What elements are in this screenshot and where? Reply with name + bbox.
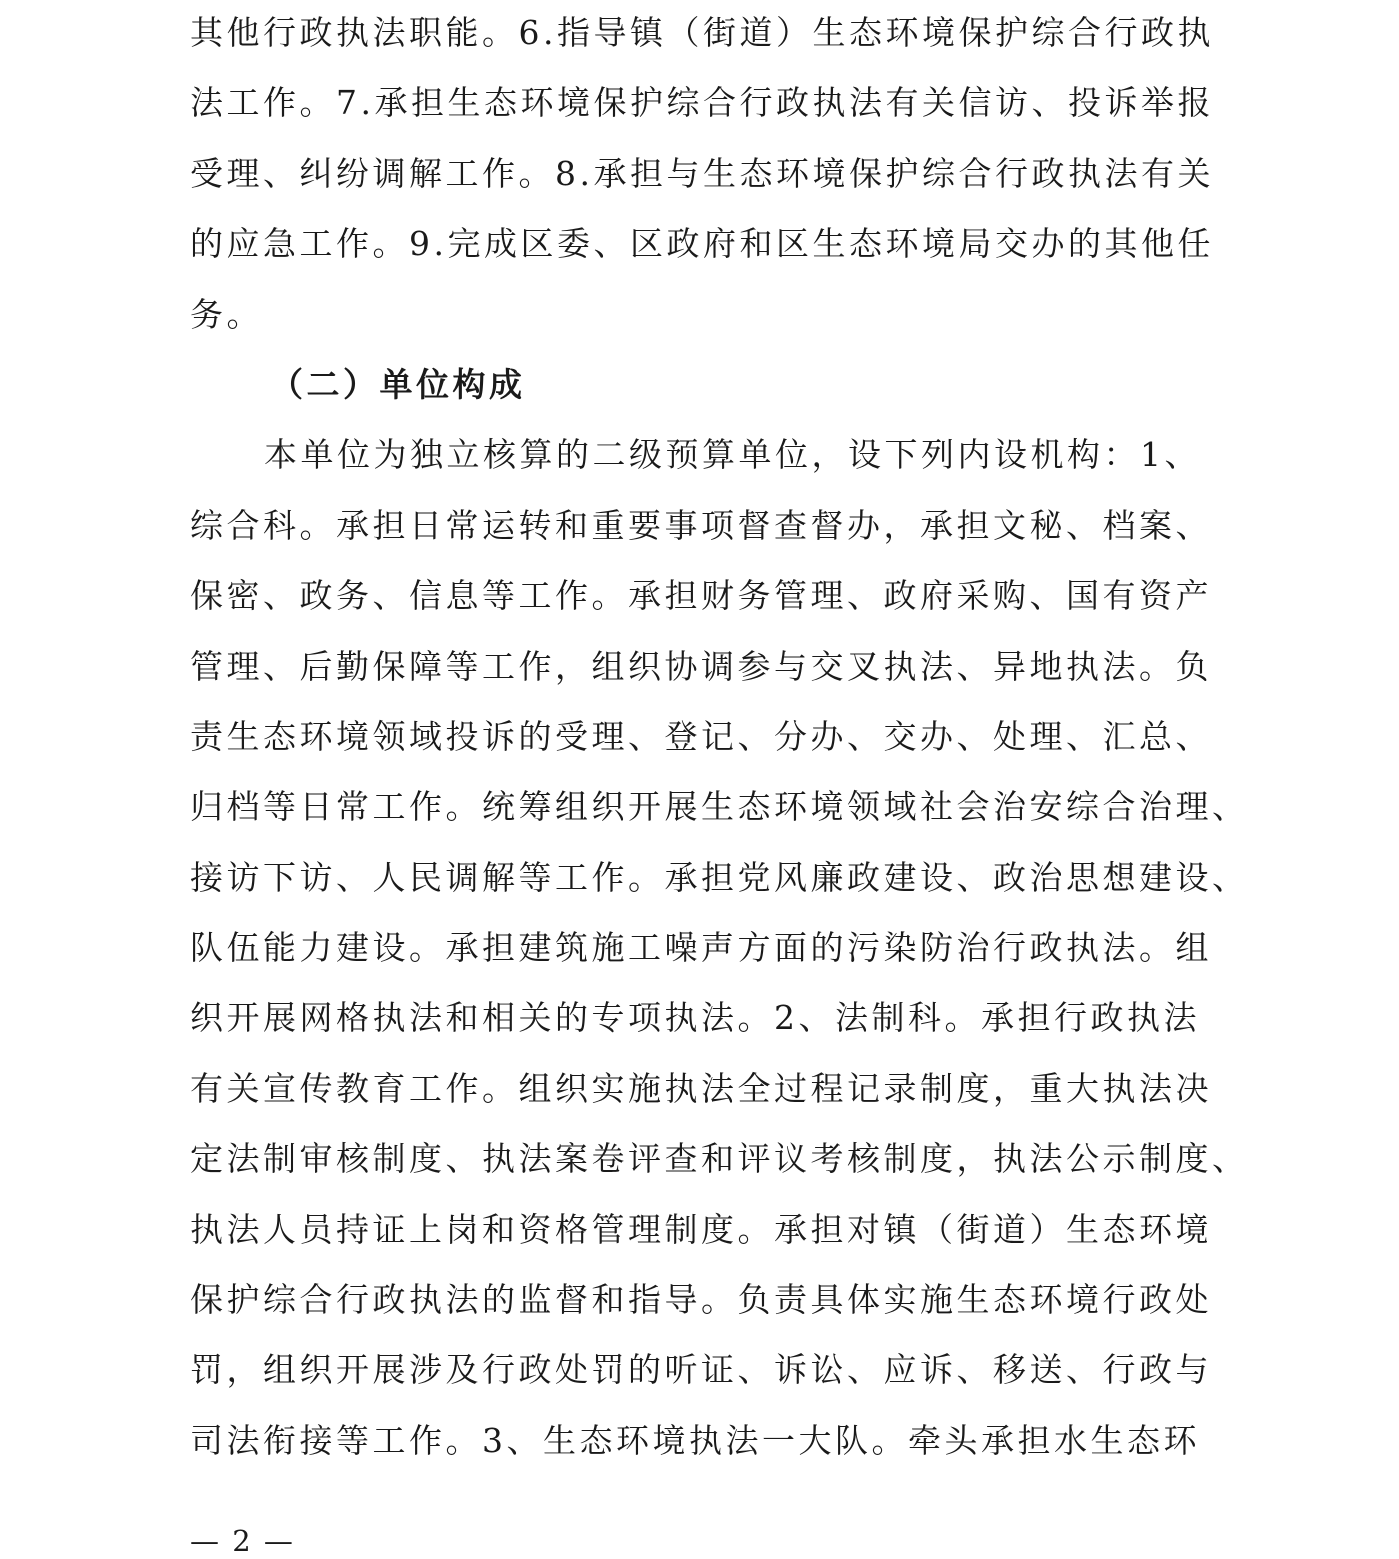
text-line: 队伍能力建设。承担建筑施工噪声方面的污染防治行政执法。组 [190, 928, 1212, 968]
text-line: 法工作。7.承担生态环境保护综合行政执法有关信访、投诉举报 [190, 83, 1214, 123]
text-line: 管理、后勤保障等工作，组织协调参与交叉执法、异地执法。负 [190, 646, 1212, 686]
text-line: 保护综合行政执法的监督和指导。负责具体实施生态环境行政处 [190, 1280, 1212, 1320]
text-line: 接访下访、人民调解等工作。承担党风廉政建设、政治思想建设、 [190, 857, 1249, 897]
body-text [190, 0, 1250, 1476]
text-line: 务。 [190, 294, 263, 334]
text-line: 执法人员持证上岗和资格管理制度。承担对镇（街道）生态环境 [190, 1209, 1212, 1249]
text-line: 司法衔接等工作。3、生态环境执法一大队。牵头承担水生态环 [190, 1420, 1200, 1460]
text-line: 有关宣传教育工作。组织实施执法全过程记录制度，重大执法决 [190, 1068, 1212, 1108]
text-line: 受理、纠纷调解工作。8.承担与生态环境保护综合行政执法有关 [190, 153, 1214, 193]
page-number: — 2 — [190, 1524, 295, 1558]
text-line: 织开展网格执法和相关的专项执法。2、法制科。承担行政执法 [190, 998, 1200, 1038]
paragraph-first-line: 本单位为独立核算的二级预算单位，设下列内设机构：1、 [264, 435, 1201, 475]
section-heading: （二）单位构成 [270, 364, 526, 404]
text-line: 定法制审核制度、执法案卷评查和评议考核制度，执法公示制度、 [190, 1139, 1249, 1179]
text-line: 罚，组织开展涉及行政处罚的听证、诉讼、应诉、移送、行政与 [190, 1350, 1212, 1390]
text-line: 保密、政务、信息等工作。承担财务管理、政府采购、国有资产 [190, 576, 1212, 616]
text-line: 责生态环境领域投诉的受理、登记、分办、交办、处理、汇总、 [190, 716, 1212, 756]
text-line: 归档等日常工作。统筹组织开展生态环境领域社会治安综合治理、 [190, 787, 1249, 827]
text-line: 综合科。承担日常运转和重要事项督查督办，承担文秘、档案、 [190, 505, 1212, 545]
text-line: 的应急工作。9.完成区委、区政府和区生态环境局交办的其他任 [190, 224, 1214, 264]
text-line: 其他行政执法职能。6.指导镇（街道）生态环境保护综合行政执 [190, 13, 1214, 52]
